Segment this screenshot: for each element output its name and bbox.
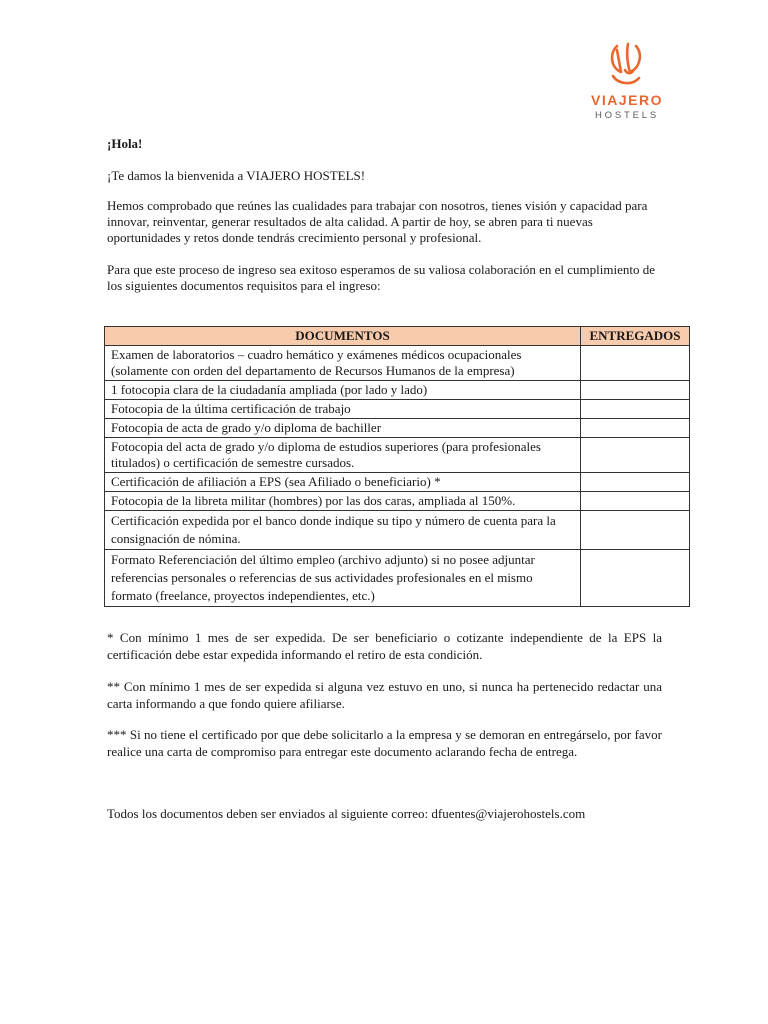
request-paragraph: Para que este proceso de ingreso sea exitoso esperamos de su valiosa colaboración en el cumplimiento de los siguientes documentos requisitos para el ingreso: (107, 262, 655, 293)
document-cell: 1 fotocopia clara de la ciudadanía ampliada (por lado y lado) (105, 381, 581, 400)
note-fondo: ** Con mínimo 1 mes de ser expedida si alguna vez estuvo en uno, si nunca ha pertenecido redactar una carta informando a que fondo quiere afiliarse. (107, 679, 662, 711)
header-entregados: ENTREGADOS (581, 327, 690, 346)
document-cell: Fotocopia de la última certificación de trabajo (105, 400, 581, 419)
note-certificado: *** Si no tiene el certificado por que debe solicitarlo a la empresa y se demoran en entregárselo, por favor realice una carta de compromiso para entregar este documento aclarando fecha de entrega. (107, 727, 662, 759)
rabbit-logo-icon (606, 40, 648, 90)
delivered-cell[interactable] (581, 419, 690, 438)
note-eps: * Con mínimo 1 mes de ser expedida. De ser beneficiario o cotizante independiente de la EPS la certificación debe estar expedida informando el retiro de esta condición. (107, 630, 662, 662)
document-cell: Certificación de afiliación a EPS (sea Afiliado o beneficiario) * (105, 473, 581, 492)
table-header-row (105, 327, 690, 346)
delivered-cell[interactable] (581, 346, 690, 381)
delivered-cell[interactable] (581, 492, 690, 511)
table-row (105, 438, 690, 473)
header-documentos: DOCUMENTOS (105, 327, 581, 346)
viajero-hostels-logo (578, 40, 676, 124)
greeting: ¡Hola! (107, 136, 143, 151)
document-cell: Certificación expedida por el banco donde indique su tipo y número de cuenta para la consignación de nómina. (105, 511, 581, 550)
table-row (105, 511, 690, 550)
delivered-cell[interactable] (581, 381, 690, 400)
table-row (105, 381, 690, 400)
intro-paragraph: Hemos comprobado que reúnes las cualidades para trabajar con nosotros, tienes visión y capacidad para innovar, reinventar, generar resultados de alta calidad. A partir de hoy, se abren para ti nuevas oportunidades y retos donde tendrás crecimiento personal y profesional. (107, 198, 648, 245)
document-cell: Formato Referenciación del último empleo (archivo adjunto) si no posee adjuntar referencias personales o referencias de sus actividades profesionales en el mismo formato (freelance, proyectos independientes, etc.) (105, 550, 581, 607)
delivered-cell[interactable] (581, 438, 690, 473)
table-row (105, 400, 690, 419)
footer-email-line: Todos los documentos deben ser enviados al siguiente correo: dfuentes@viajerohostels.com (107, 806, 586, 821)
table-row (105, 473, 690, 492)
delivered-cell[interactable] (581, 400, 690, 419)
delivered-cell[interactable] (581, 511, 690, 550)
document-cell: Fotocopia de acta de grado y/o diploma de bachiller (105, 419, 581, 438)
table-row (105, 346, 690, 381)
brand-name: VIAJERO (591, 92, 663, 108)
documents-table (104, 326, 690, 607)
delivered-cell[interactable] (581, 550, 690, 607)
table-row (105, 492, 690, 511)
document-cell: Fotocopia del acta de grado y/o diploma de estudios superiores (para profesionales titulados) o certificación de semestre cursados. (105, 438, 581, 473)
welcome-line: ¡Te damos la bienvenida a VIAJERO HOSTELS! (107, 168, 366, 183)
delivered-cell[interactable] (581, 473, 690, 492)
brand-subtitle: HOSTELS (595, 110, 659, 121)
table-row (105, 550, 690, 607)
document-cell: Examen de laboratorios – cuadro hemático y exámenes médicos ocupacionales (solamente con orden del departamento de Recursos Humanos de la empresa) (105, 346, 581, 381)
table-row (105, 419, 690, 438)
document-cell: Fotocopia de la libreta militar (hombres) por las dos caras, ampliada al 150%. (105, 492, 581, 511)
